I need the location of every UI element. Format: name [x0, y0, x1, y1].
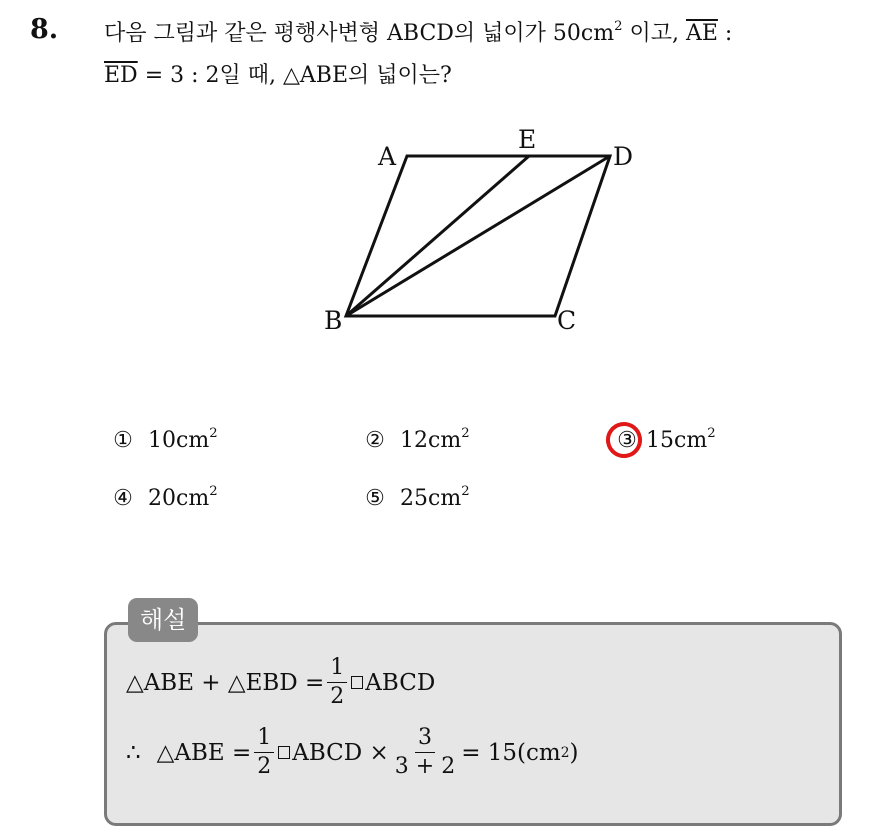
vertex-label-d: D: [613, 142, 634, 171]
segment-ed: $\overline{ED}$: [104, 63, 138, 88]
eq1-lhs: △ABE + △EBD =: [126, 669, 325, 696]
question-text-cont: 이고,: [622, 21, 686, 46]
eq2-fraction-1: $\frac{1}{2}$: [254, 726, 274, 779]
choice-4[interactable]: [108, 486, 218, 511]
choice-3-mark: ③: [612, 428, 642, 453]
choice-2-mark: ②: [365, 428, 385, 453]
parallelogram-symbol: [278, 746, 290, 759]
choice-3[interactable]: [612, 428, 716, 453]
choice-4-mark: ④: [113, 486, 133, 511]
parallelogram-symbol: [351, 676, 363, 689]
question-number: 8.: [30, 14, 59, 45]
segment-be: [346, 156, 529, 316]
choice-5-mark: ⑤: [365, 486, 385, 511]
question-text: 다음 그림과 같은 평행사변형 ABCD의 넓이가 50cm: [104, 21, 615, 46]
choice-3-value: $15cm^2$: [646, 426, 716, 453]
eq2-mid: ABCD ×: [292, 739, 389, 766]
choice-5[interactable]: [360, 486, 470, 511]
eq1-rhs: ABCD: [365, 669, 436, 696]
choice-1-mark: ①: [113, 428, 133, 453]
vertex-label-c: C: [557, 306, 577, 335]
vertex-label-b: B: [324, 306, 343, 335]
question-line-2: [104, 58, 452, 89]
solution-tag: 해설: [128, 598, 198, 642]
answer-circle-mark: [603, 419, 645, 461]
choice-1-value: $10cm^2$: [148, 426, 218, 453]
question-line-1: [104, 16, 732, 47]
choice-2-value: $12cm^2$: [400, 426, 470, 453]
solution-equation-2: ∴ △ABE = $\frac{1}{2}$ ABCD × $\frac{3}{3 + 2}$ = 15(cm 2 ): [126, 725, 579, 780]
eq2-result-close: ): [569, 739, 579, 766]
segment-bd: [346, 156, 610, 316]
ratio-colon: :: [717, 21, 733, 46]
solution-equation-1: [126, 656, 435, 709]
therefore-symbol: ∴: [126, 739, 141, 766]
choice-4-value: $20cm^2$: [148, 484, 218, 511]
solution-box: [104, 622, 842, 826]
area-exponent: 2: [614, 19, 623, 35]
eq2-fraction-2: $\frac{3}{3 + 2}$: [394, 725, 456, 780]
eq1-fraction: $\frac{1}{2}$: [327, 656, 347, 709]
vertex-label-e: E: [518, 125, 537, 154]
question-text-end: = 3 : 2일 때, △ABE의 넓이는?: [137, 63, 452, 88]
eq2-lhs: △ABE =: [156, 739, 252, 766]
vertex-label-a: A: [378, 142, 397, 171]
choice-1[interactable]: [108, 428, 218, 453]
choice-5-value: $25cm^2$: [400, 484, 470, 511]
eq2-result: = 15(cm: [461, 739, 561, 766]
choice-2[interactable]: [360, 428, 470, 453]
segment-ae: $\overline{AE}$: [685, 21, 718, 46]
parallelogram-figure: [300, 118, 680, 343]
